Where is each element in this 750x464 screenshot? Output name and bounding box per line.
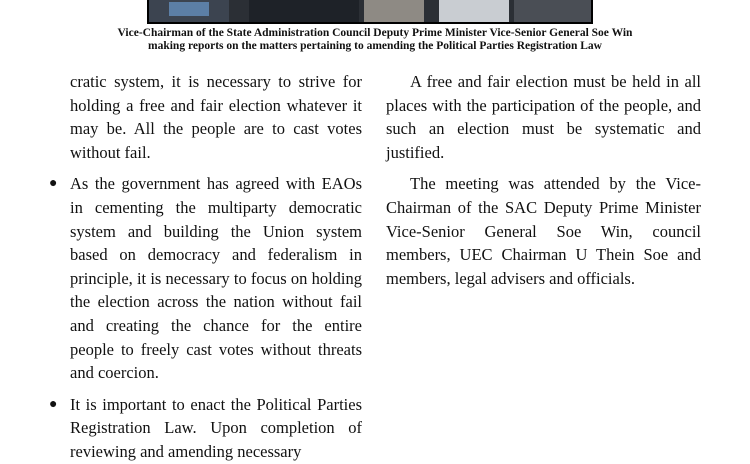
left-column: [49, 70, 362, 464]
bullet-icon: ●: [49, 396, 58, 412]
bullet-text: As the government has agreed with EAOs in cementing the multiparty democratic system and building the Union system based on democracy and federalism in principle, it is necessary to focus on holding the election across the nation without fail and creating the chance for the entire people to freely cast votes without threats and coercion.: [70, 174, 362, 383]
news-photo: [147, 0, 593, 24]
paragraph-continued: cratic system, it is necessary to strive for holding a free and fair election whatever it may be. All the people are to cast votes without fail.: [70, 72, 362, 162]
paragraph: A free and fair election must be held in all places with the participation of the people, and such an election must be systematic and justified.: [386, 72, 701, 162]
bullet-item: [49, 172, 362, 384]
photo-caption: Vice-Chairman of the State Administration Council Deputy Prime Minister Vice-Senior General Soe Win making reports on the matters pertaining to amending the Political Parties Registration Law: [117, 27, 633, 52]
paragraph: The meeting was attended by the Vice-Chairman of the SAC Deputy Prime Minister Vice-Senior General Soe Win, council members, UEC Chairman U Thein Soe and members, legal advisers and officials.: [386, 174, 701, 288]
right-column: [386, 70, 701, 298]
bullet-icon: ●: [49, 176, 58, 192]
bullet-text: It is important to enact the Political Parties Registration Law. Upon completion of reviewing and amending necessary: [70, 394, 362, 461]
bullet-item: [49, 393, 362, 464]
